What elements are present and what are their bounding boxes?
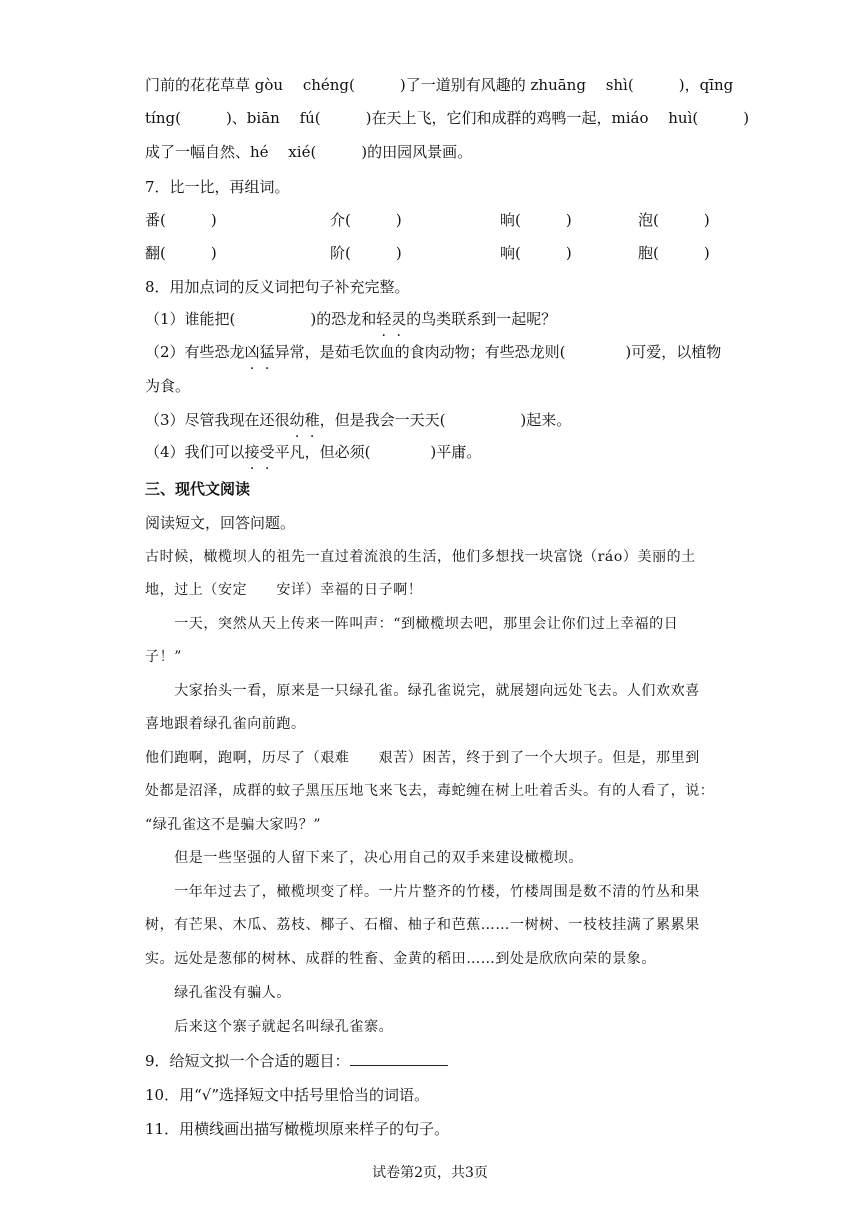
- passage-line: 古时候，橄榄坝人的祖先一直过着流浪的生活，他们多想找一块富饶（ráo）美丽的土: [145, 549, 696, 565]
- q7-item: 泡( ): [638, 211, 710, 229]
- q10: 10．用“√”选择短文中括号里恰当的词语。: [145, 1086, 429, 1104]
- passage-line: 实。远处是葱郁的树林、成群的牲畜、金黄的稻田……到处是欣欣向荣的景象。: [145, 951, 656, 967]
- dotted-word: 灵: [391, 310, 407, 328]
- q8-sentence-1: （1）谁能把( )的恐龙和轻灵的鸟类联系到一起呢？: [145, 310, 557, 328]
- dotted-word: 接: [244, 443, 260, 461]
- passage-line: 但是一些坚强的人留下来了，决心用自己的双手来建设橄榄坝。: [145, 850, 583, 866]
- q7-item: 番( ): [145, 211, 217, 229]
- passage-line: 绿孔雀没有骗人。: [145, 985, 291, 1001]
- dotted-word: 猛: [259, 343, 275, 361]
- answer-blank[interactable]: [350, 1051, 448, 1066]
- dotted-word: 幼: [289, 411, 305, 429]
- q11: 11．用横线画出描写橄榄坝原来样子的句子。: [145, 1120, 450, 1138]
- dotted-word: 稚: [304, 411, 320, 429]
- passage-line: 喜地跟着绿孔雀向前跑。: [145, 716, 306, 732]
- q9: 9．给短文拟一个合适的题目：: [145, 1051, 448, 1071]
- q7-item: 晌( ): [500, 211, 572, 229]
- q8-sentence-2: （2）有些恐龙凶猛异常，是茹毛饮血的食肉动物；有些恐龙则( )可爱，以植物: [145, 343, 722, 361]
- q7-item: 胞( ): [638, 244, 710, 262]
- q7-title: 7．比一比，再组词。: [145, 178, 290, 196]
- passage-line: 地，过上（安定 安详）幸福的日子啊！: [145, 582, 423, 598]
- section-heading: 三、现代文阅读: [145, 480, 251, 498]
- dotted-word: 受: [259, 443, 275, 461]
- passage-line: 他们跑啊，跑啊，历尽了（艰难 艰苦）困苦，终于到了一个大坝子。但是，那里到: [145, 750, 700, 766]
- q7-item: 翻( ): [145, 244, 217, 262]
- passage-line: “绿孔雀这不是骗大家吗？”: [145, 817, 322, 833]
- dotted-word: 轻: [376, 310, 392, 328]
- passage-line: 子！”: [145, 649, 182, 665]
- passage-line: 大家抬头一看，原来是一只绿孔雀。绿孔雀说完，就展翅向远处飞去。人们欢欢喜: [145, 683, 700, 699]
- reading-instruction: 阅读短文，回答问题。: [145, 514, 296, 532]
- page-footer: 试卷第2页，共3页: [372, 1165, 488, 1181]
- passage-line: 后来这个寨子就起名叫绿孔雀寨。: [145, 1019, 394, 1035]
- q7-item: 阶( ): [330, 244, 402, 262]
- q8-sentence-2-cont: 为食。: [145, 377, 191, 395]
- q7-item: 响( ): [500, 244, 572, 262]
- q8-sentence-3: （3）尽管我现在还很幼稚，但是我会一天天( )起来。: [145, 411, 572, 429]
- q7-item: 介( ): [330, 211, 402, 229]
- passage-line: 一年年过去了，橄榄坝变了样。一片片整齐的竹楼，竹楼周围是数不清的竹丛和果: [145, 884, 700, 900]
- passage-line: 树，有芒果、木瓜、荔枝、椰子、石榴、柚子和芭蕉……一树树、一枝枝挂满了累累果: [145, 917, 700, 933]
- q8-title: 8．用加点词的反义词把句子补充完整。: [145, 278, 410, 296]
- passage-line: 一天，突然从天上传来一阵叫声：“到橄榄坝去吧，那里会让你们过上幸福的日: [145, 616, 679, 632]
- passage-line: 处都是沼泽，成群的蚊子黑压压地飞来飞去，毒蛇缠在树上吐着舌头。有的人看了，说：: [145, 783, 715, 799]
- q8-sentence-4: （4）我们可以接受平凡，但必须( )平庸。: [145, 443, 482, 461]
- dotted-word: 凶: [244, 343, 260, 361]
- q6-line-1: 门前的花花草草 gòu chéng( )了一道别有风趣的 zhuāng shì( )，qīng: [145, 76, 734, 94]
- q6-line-3: 成了一幅自然、hé xié( )的田园风景画。: [145, 143, 473, 161]
- q6-line-2: tíng( )、biān fú( )在天上飞，它们和成群的鸡鸭一起，miáo huì( ): [145, 109, 750, 127]
